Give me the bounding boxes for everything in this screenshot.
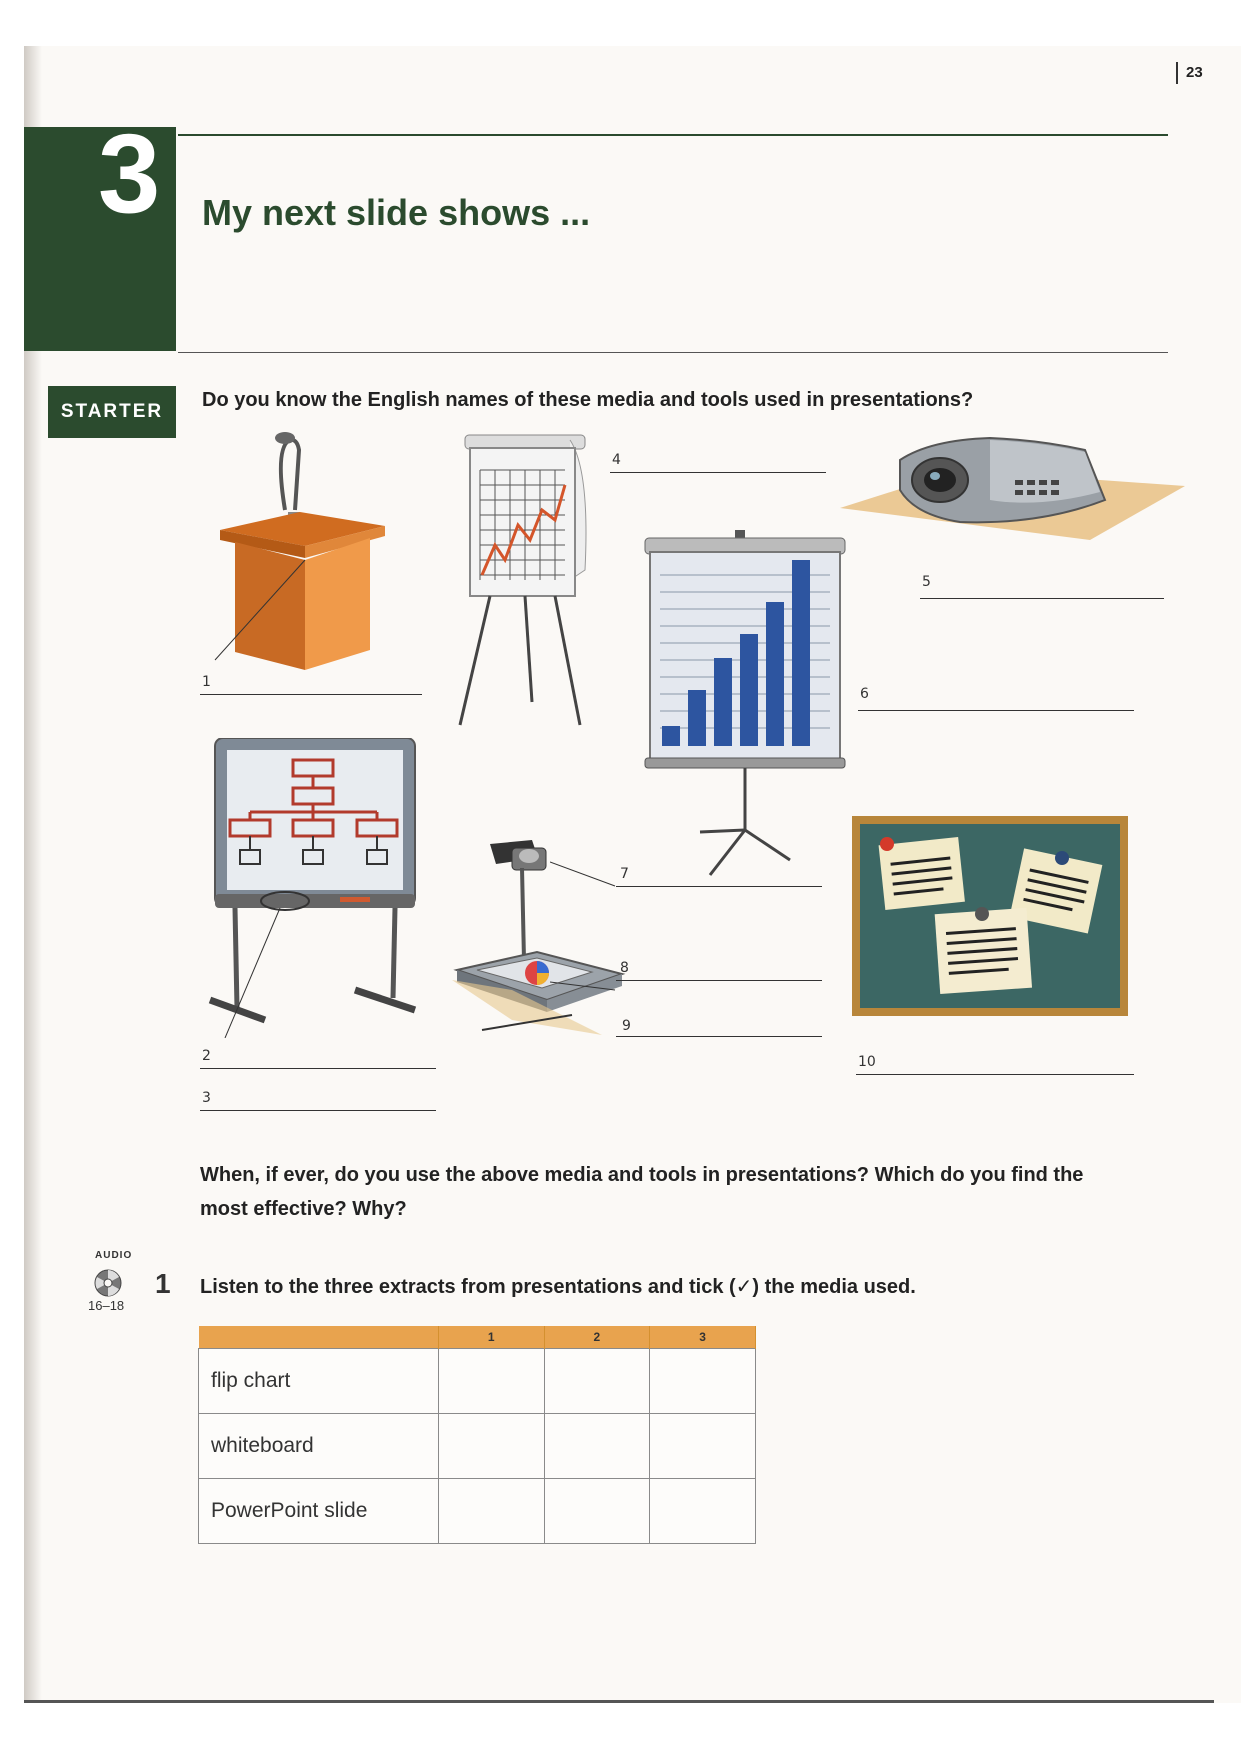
reflection-question: When, if ever, do you use the above media and tools in presentations? Which do you find the most effective? Why? <box>200 1164 1084 1220</box>
starter-badge: STARTER <box>48 386 176 438</box>
answer-line-7[interactable] <box>616 886 822 887</box>
item-number-10: 10 <box>858 1054 876 1070</box>
title-rule-bottom <box>178 352 1168 353</box>
overhead-leader-lines <box>550 850 620 1030</box>
answer-line-4[interactable] <box>610 472 826 473</box>
audio-track-range: 16–18 <box>88 1298 125 1313</box>
tick-cell[interactable] <box>438 1349 544 1414</box>
table-header-col-1: 1 <box>438 1326 544 1349</box>
tick-cell[interactable] <box>650 1349 756 1414</box>
answer-line-6[interactable] <box>858 710 1134 711</box>
chapter-number: 3 <box>98 111 159 236</box>
projector-illustration <box>840 430 1185 550</box>
tick-cell[interactable] <box>650 1414 756 1479</box>
item-number-3: 3 <box>202 1090 211 1106</box>
whiteboard-illustration <box>205 738 425 1038</box>
item-number-6: 6 <box>860 686 869 702</box>
exercise-number: 1 <box>155 1268 171 1299</box>
tick-cell[interactable] <box>650 1479 756 1544</box>
table-header-blank <box>199 1326 439 1349</box>
item-number-1: 1 <box>202 674 211 690</box>
answer-line-1[interactable] <box>200 694 422 695</box>
tick-cell[interactable] <box>544 1349 650 1414</box>
item-number-9: 9 <box>622 1018 631 1034</box>
item-number-5: 5 <box>922 574 931 590</box>
tick-cell[interactable] <box>544 1479 650 1544</box>
table-header-row <box>199 1326 756 1349</box>
tick-cell[interactable] <box>438 1479 544 1544</box>
pinboard-illustration <box>852 816 1128 1016</box>
item-number-4: 4 <box>612 452 621 468</box>
answer-line-5[interactable] <box>920 598 1164 599</box>
bottom-rule <box>24 1700 1214 1703</box>
exercise-instruction: Listen to the three extracts from presentations and tick (✓) the media used. <box>200 1276 916 1298</box>
media-tick-table <box>198 1326 756 1544</box>
page-number-divider <box>1176 62 1178 84</box>
projection-screen-illustration <box>640 530 850 880</box>
row-label-flip-chart: flip chart <box>199 1349 439 1414</box>
flip-chart-illustration <box>440 430 610 730</box>
lectern-illustration <box>205 430 395 670</box>
row-label-powerpoint-slide: PowerPoint slide <box>199 1479 439 1544</box>
tick-cell[interactable] <box>544 1414 650 1479</box>
page-title: My next slide shows ... <box>202 192 591 233</box>
answer-line-10[interactable] <box>856 1074 1134 1075</box>
table-header-col-2: 2 <box>544 1326 650 1349</box>
answer-line-3[interactable] <box>200 1110 436 1111</box>
item-number-8: 8 <box>620 960 629 976</box>
page-number: 23 <box>1186 64 1203 81</box>
audio-cd-icon[interactable] <box>93 1268 123 1298</box>
audio-label: AUDIO <box>95 1250 133 1261</box>
tick-cell[interactable] <box>438 1414 544 1479</box>
title-rule-top <box>178 134 1168 136</box>
table-header-col-3: 3 <box>650 1326 756 1349</box>
row-label-whiteboard: whiteboard <box>199 1414 439 1479</box>
answer-line-2[interactable] <box>200 1068 436 1069</box>
starter-question: Do you know the English names of these media and tools used in presentations? <box>202 389 974 411</box>
item-number-2: 2 <box>202 1048 211 1064</box>
table-row <box>199 1479 756 1544</box>
table-row <box>199 1349 756 1414</box>
item-number-7: 7 <box>620 866 629 882</box>
answer-line-8[interactable] <box>616 980 822 981</box>
table-row <box>199 1414 756 1479</box>
answer-line-9[interactable] <box>616 1036 822 1037</box>
